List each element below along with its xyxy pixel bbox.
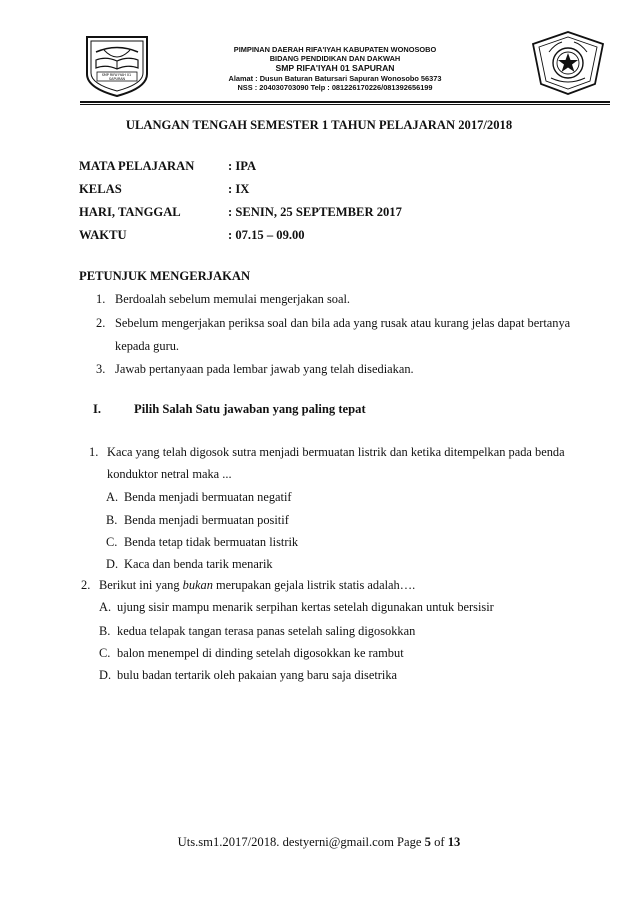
- letterhead-address: Alamat : Dusun Baturan Batursari Sapuran Wonosobo 56373: [228, 74, 442, 83]
- section-title: Pilih Salah Satu jawaban yang paling tepat: [134, 402, 366, 416]
- info-value: : SENIN, 25 SEPTEMBER 2017: [228, 205, 402, 219]
- letterhead-contact: NSS : 204030703090 Telp : 081226170226/081392656199: [237, 83, 433, 93]
- instruction-number: 3.: [96, 362, 106, 376]
- option-text: Benda menjadi bermuatan positif: [124, 513, 289, 527]
- option-text: kedua telapak tangan terasa panas setelah saling digosokkan: [117, 624, 416, 638]
- letterhead: [170, 45, 500, 92]
- question-text-emphasis: bukan: [182, 578, 213, 592]
- option-letter: C.: [99, 646, 111, 660]
- option-text: bulu badan tertarik oleh pakaian yang baru saja disetrika: [117, 668, 398, 682]
- info-label: KELAS: [79, 182, 122, 196]
- letterhead-school-name: SMP RIFA'IYAH 01 SAPURAN: [275, 63, 395, 74]
- emblem-logo-right: [529, 30, 607, 96]
- option-letter: A.: [106, 490, 119, 504]
- question-text-part: merupakan gejala listrik statis adalah….: [212, 578, 416, 592]
- info-label: HARI, TANGGAL: [79, 205, 181, 219]
- letterhead-division: BIDANG PENDIDIKAN DAN DAKWAH: [269, 54, 401, 64]
- option-letter: C.: [106, 535, 118, 549]
- letterhead-rule-thin: [80, 104, 610, 105]
- option-letter: B.: [99, 624, 111, 638]
- instruction-text: Jawab pertanyaan pada lembar jawab yang telah disediakan.: [115, 362, 414, 376]
- option-text: balon menempel di dinding setelah digosokkan ke rambut: [117, 646, 404, 660]
- school-logo-left: [84, 34, 150, 98]
- info-value: : IX: [228, 182, 250, 196]
- question-text: Kaca yang telah digosok sutra menjadi bermuatan listrik dan ketika ditempelkan pada benda: [107, 445, 565, 459]
- instruction-number: 1.: [96, 292, 106, 306]
- letterhead-organization: PIMPINAN DAERAH RIFA'IYAH KABUPATEN WONOSOBO: [233, 45, 437, 54]
- letterhead-rule-thick: [80, 101, 610, 103]
- instruction-text-continued: kepada guru.: [115, 339, 179, 353]
- info-label: MATA PELAJARAN: [79, 159, 195, 173]
- question-text-part: Berikut ini yang: [99, 578, 183, 592]
- footer-total-pages: 13: [447, 835, 461, 849]
- instruction-text: Berdoalah sebelum memulai mengerjakan soal.: [115, 292, 350, 306]
- exam-title: ULANGAN TENGAH SEMESTER 1 TAHUN PELAJARAN 2017/2018: [125, 118, 513, 132]
- page-footer: [0, 835, 638, 850]
- question-text: [99, 578, 415, 593]
- option-letter: A.: [99, 600, 112, 614]
- info-label: WAKTU: [79, 228, 127, 242]
- footer-text: Uts.sm1.2017/2018. destyerni@gmail.com Page: [177, 835, 425, 849]
- info-value: : 07.15 – 09.00: [228, 228, 305, 242]
- option-letter: B.: [106, 513, 118, 527]
- instruction-number: 2.: [96, 316, 106, 330]
- option-text: Benda menjadi bermuatan negatif: [124, 490, 292, 504]
- info-value: : IPA: [228, 159, 257, 173]
- question-text-continued: konduktor netral maka ...: [107, 467, 232, 481]
- instructions-heading: PETUNJUK MENGERJAKAN: [79, 269, 251, 283]
- option-letter: D.: [99, 668, 112, 682]
- question-number: 1.: [89, 445, 99, 459]
- question-number: 2.: [81, 578, 91, 592]
- school-logo-left-label: SMP RIFA'IYAH 01 SAPURAN: [101, 73, 132, 81]
- instruction-text: Sebelum mengerjakan periksa soal dan bila ada yang rusak atau kurang jelas dapat bertanya: [115, 316, 571, 330]
- option-text: Benda tetap tidak bermuatan listrik: [124, 535, 299, 549]
- footer-page-number: 5: [424, 835, 431, 849]
- option-text: ujung sisir mampu menarik serpihan kertas setelah digunakan untuk bersisir: [117, 600, 494, 614]
- option-text: Kaca dan benda tarik menarik: [124, 557, 273, 571]
- option-letter: D.: [106, 557, 119, 571]
- section-number: I.: [93, 402, 102, 416]
- footer-of: of: [430, 835, 448, 849]
